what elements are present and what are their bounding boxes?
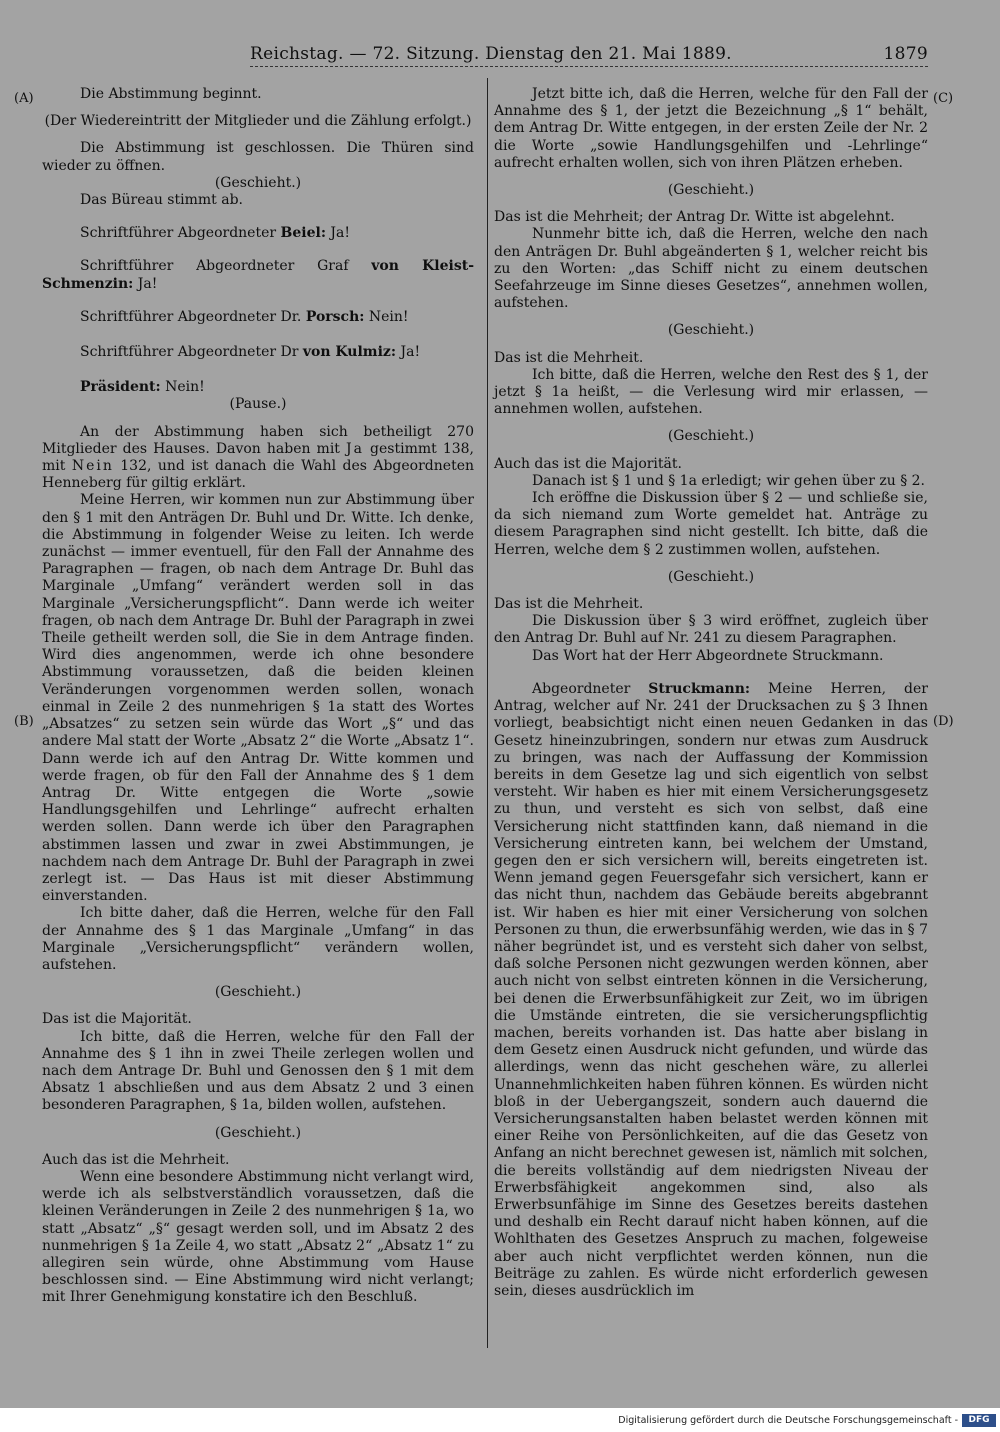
paragraph: Die Abstimmung beginnt.	[80, 86, 262, 102]
running-title: Reichstag. — 72. Sitzung. Dienstag den 21. Mai 1889.	[250, 44, 732, 64]
paragraph: Ich eröffne die Diskussion über § 2 — und schließe sie, da sich niemand zum Worte gemeldet hat. Anträge zu diesem Paragraphen sind nicht gestellt. Ich bitte, daß die Herren, welche dem § 2 zustimmen wollen, aufstehen.	[494, 490, 928, 558]
speaker-line: Schriftführer Abgeordneter Graf von Kleist-Schmenzin: Ja!	[42, 258, 474, 292]
stage-direction: (Geschieht.)	[214, 174, 302, 191]
speech: Abgeordneter Struckmann: Meine Herren, der Antrag, welcher auf Nr. 241 der Drucksachen zu § 3 Ihnen vorliegt, beabsichtigt nicht einen neuen Gedanken in das Gesetz hineinzubringen, sondern nur etwas zum Ausdruck zu bringen, was nach der Auffassung der Kommission bereits in dem Gesetze lag und sich eigentlich von selbst versteht. Wir haben es hier mit einem Versicherungsgesetz zu thun, und versteht es sich von selbst, daß eine Versicherung nicht stattfinden kann, daß niemand in die Versicherung eintreten kann, bei welchem der Umstand, gegen den er sich versichern will, bereits eingetreten ist. Wenn jemand gegen Feuersgefahr sich versichert, kann er das nicht thun, nachdem das Gebäude bereits abgebrannt ist. Wir haben es hier mit einer Versicherung von solchen Personen zu thun, die erwerbsunfähig werden, wie das in § 7 näher begründet ist, und es versteht sich daher von selbst, daß solche Personen nicht gezwungen werden können, aber auch nicht von selbst eintreten können in die Versicherung, bei denen die Erwerbsunfähigkeit zur Zeit, wo im übrigen die Umstände eintreten, die sie versicherungspflichtig machen, bereits vorhanden ist. Das hatte aber bislang in dem Gesetz einen Ausdruck nicht gefunden, und würde das allerdings, wenn das nicht geschehen wäre, zu allerlei Unannehmlichkeiten haben führen können. Es würden nicht bloß in der Uebergangszeit, sondern auch dauernd die Versicherungsanstalten haben belastet werden können mit einer Reihe von Persönlichkeiten, auf die das Gesetz von Anfang an nicht berechnet gewesen ist, nämlich mit solchen, die bereits vollständig auf dem niedrigsten Niveau der Erwerbsfähigkeit angekommen sind, also als Erwerbsunfähige im Sinne des Gesetzes bereits dastehen und deshalb ein Recht darauf nicht haben können, auf die Wohlthaten des Gesetzes Anspruch zu machen, folgeweise aber auch nicht verpflichtet werden können, nun die Beiträge zu zahlen. Es würde nicht erforderlich gewesen sein, dieses ausdrücklich im	[494, 680, 928, 1299]
funding-credit: Digitalisierung gefördert durch die Deutsche Forschungsgemeinschaft -	[618, 1415, 958, 1426]
paragraph: Das Büreau stimmt ab.	[80, 192, 243, 209]
paragraph: Ich bitte, daß die Herren, welche für den Fall der Annahme des § 1 ihn in zwei Theile zerlegen wollen und nach dem Antrage Dr. Buhl und Genossen den § 1 mit dem Absatz 1 abschließen und aus dem Absatz 2 und 3 einen besonderen Paragraphen, § 1a, bilden wollen, aufstehen.	[42, 1028, 474, 1114]
speaker-line: Schriftführer Abgeordneter Dr von Kulmiz: Ja!	[80, 344, 421, 361]
paragraph: Auch das ist die Mehrheit.	[42, 1151, 230, 1168]
margin-marker-a: (A)	[14, 91, 34, 106]
stage-direction: (Geschieht.)	[667, 322, 755, 339]
paragraph: Meine Herren, wir kommen nun zur Abstimmung über den § 1 mit den Anträgen Dr. Buhl und Dr. Witte. Ich denke, die Abstimmung in folgender Weise zu leiten. Ich werde zunächst — immer eventuell, für den Fall der Annahme des Paragraphen — fragen, ob nach dem Antrage Dr. Buhl das Marginale „Umfang“ verändert werden soll in das Marginale „Versicherungspflicht“. Dann werde ich weiter fragen, ob nach dem Antrage Dr. Buhl der Paragraph in zwei Theile getheilt werden soll, die Sie in dem Antrage finden. Wird dies angenommen, werde ich ohne besondere Abstimmung voraussetzen, daß die beiden kleinen Veränderungen vorgenommen werden sollen, wonach einmal in Zeile 2 des nunmehrigen § 1a statt des Wortes „Absatzes“ zu setzen sein würde das Wort „§“ und das andere Mal statt der Worte „Absatz 2“ die Worte „Absatz 1“. Dann werde ich auf den Antrag Dr. Witte kommen und werde fragen, ob für den Fall der Annahme des § 1 dem Antrag Dr. Witte entgegen die Worte „sowie Handlungsgehilfen und Lehrlinge“ aufrecht erhalten werden sollen. Dann werde ich über den Paragraphen abstimmen lassen und zwar in zwei Abstimmungen, je nachdem nach dem Antrage Dr. Buhl der Paragraph in zwei zerlegt ist. — Das Haus ist mit dieser Abstimmung einverstanden.	[42, 492, 474, 905]
paragraph: Das ist die Mehrheit.	[494, 596, 644, 613]
speaker-name: Beiel:	[280, 225, 326, 242]
stage-direction: (Der Wiedereintritt der Mitglieder und die Zählung erfolgt.)	[44, 113, 472, 130]
header-rule	[250, 66, 928, 67]
paragraph: An der Abstimmung haben sich betheiligt 270 Mitglieder des Hauses. Davon haben mit Ja gestimmt 138, mit Nein 132, und ist danach die Wahl des Abgeordneten Henneberg für giltig erklärt.	[42, 423, 474, 492]
speaker-line: Präsident: Nein!	[80, 379, 205, 396]
stage-direction: (Geschieht.)	[214, 1124, 302, 1141]
paragraph: Danach ist § 1 und § 1a erledigt; wir gehen über zu § 2.	[532, 472, 925, 489]
stage-direction: (Geschieht.)	[667, 568, 755, 585]
dfg-logo: DFG	[962, 1414, 996, 1427]
speaker-name: Porsch:	[305, 308, 365, 325]
paragraph: Ich bitte daher, daß die Herren, welche für den Fall der Annahme des § 1 das Marginale „Umfang“ in das Marginale „Versicherungspflicht“ verändern wollen, aufstehen.	[42, 905, 474, 973]
speaker-name: von Kulmiz:	[302, 344, 397, 361]
paragraph: Das Wort hat der Herr Abgeordnete Struckmann.	[532, 647, 884, 664]
paragraph: Auch das ist die Majorität.	[494, 455, 682, 472]
stage-direction: (Geschieht.)	[214, 984, 302, 1001]
stage-direction: (Geschieht.)	[667, 428, 755, 445]
column-divider	[487, 78, 488, 1348]
speaker-name: Präsident:	[80, 379, 161, 396]
speaker-name: von Kleist-Schmenzin:	[42, 258, 474, 292]
paragraph: Ich bitte, daß die Herren, welche den Rest des § 1, der jetzt § 1a heißt, — die Verlesung wird mir erlassen, — annehmen wollen, aufstehen.	[494, 366, 928, 418]
paragraph: Das ist die Majorität.	[42, 1011, 192, 1028]
paragraph: Nunmehr bitte ich, daß die Herren, welche den nach den Anträgen Dr. Buhl abgeänderten § 1, welcher reicht bis zu den Worten: „das Schiff nicht zu einem deutschen Seefahrzeuge im Sinne dieses Gesetzes“, annehmen wollen, aufstehen.	[494, 226, 928, 312]
speaker-line: Schriftführer Abgeordneter Beiel: Ja!	[80, 225, 351, 242]
stage-direction: (Pause.)	[229, 396, 287, 413]
paragraph: Jetzt bitte ich, daß die Herren, welche für den Fall der Annahme des § 1, der jetzt die Bezeichnung „§ 1“ behält, dem Antrag Dr. Witte entgegen, in der ersten Zeile der Nr. 2 die Worte „sowie Handlungsgehilfen und -Lehrlinge“ aufrecht erhalten wollen, sich von ihren Plätzen erheben.	[494, 86, 928, 171]
paragraph: Wenn eine besondere Abstimmung nicht verlangt wird, werde ich als selbstverständlich voraussetzen, daß die kleinen Veränderungen in Zeile 2 des nunmehrigen § 1a, wo statt „Absatz“ „§“ gesagt werden soll, und im Absatz 2 des nunmehrigen § 1a Zeile 4, wo statt „Absatz 2“ „Absatz 1“ zu allegiren sein würde, ohne Abstimmung vom Hause beschlossen sind. — Eine Abstimmung wird nicht verlangt; mit Ihrer Genehmigung konstatire ich den Beschluß.	[42, 1168, 474, 1306]
paragraph: Die Abstimmung ist geschlossen. Die Thüren sind wieder zu öffnen.	[42, 140, 474, 174]
margin-marker-b: (B)	[14, 714, 34, 729]
margin-marker-d: (D)	[933, 714, 954, 729]
paragraph: Das ist die Mehrheit.	[494, 349, 644, 366]
speaker-name: Struckmann:	[648, 680, 751, 697]
paragraph: Das ist die Mehrheit; der Antrag Dr. Witte ist abgelehnt.	[494, 209, 895, 226]
left-column	[42, 86, 474, 1307]
right-column	[494, 86, 928, 1300]
margin-marker-c: (C)	[933, 91, 954, 106]
speaker-line: Schriftführer Abgeordneter Dr. Porsch: Nein!	[80, 308, 409, 325]
paragraph: Die Diskussion über § 3 wird eröffnet, zugleich über den Antrag Dr. Buhl auf Nr. 241 zu diesem Paragraphen.	[494, 613, 928, 647]
stage-direction: (Geschieht.)	[667, 182, 755, 199]
page-number: 1879	[883, 44, 928, 64]
